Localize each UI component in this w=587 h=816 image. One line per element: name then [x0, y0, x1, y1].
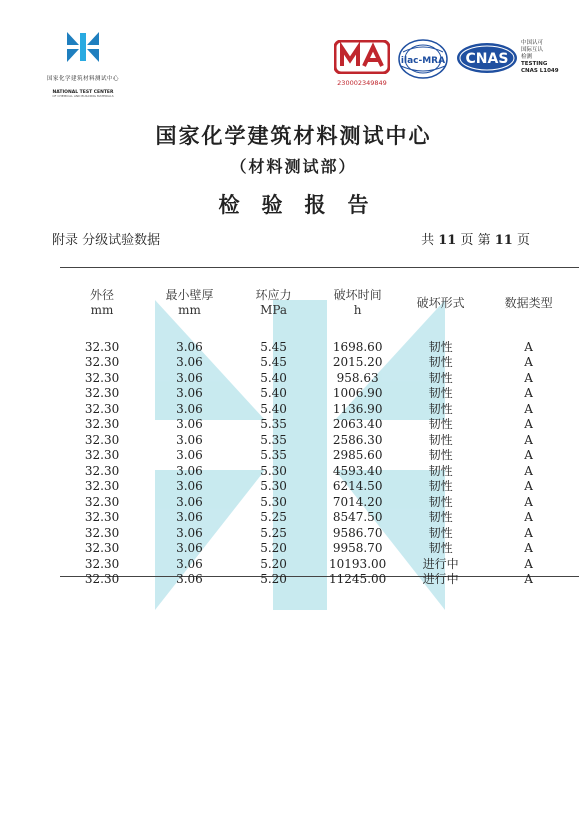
table-cell: 5.30 — [260, 463, 287, 478]
table-cell: 韧性 — [428, 370, 453, 385]
table-row — [60, 526, 579, 542]
table-row — [60, 433, 579, 449]
cma-logo — [334, 40, 390, 87]
table-cell: 1006.90 — [332, 386, 383, 400]
table-cell: A — [524, 525, 533, 540]
table-cell: 5.30 — [260, 494, 287, 509]
table-cell: 6214.50 — [332, 479, 383, 493]
table-row — [60, 464, 579, 480]
table-cell: 32.30 — [84, 494, 120, 509]
table-cell: 32.30 — [84, 556, 120, 571]
table-cell: 3.06 — [176, 448, 203, 462]
page-current: 11 — [494, 233, 513, 248]
page-info-prefix: 共 — [421, 233, 435, 248]
table-cell: 5.40 — [260, 386, 287, 400]
table-cell: 韧性 — [428, 479, 453, 493]
cnas-text-line: 中国认可 — [521, 40, 544, 46]
table-cell: 进行中 — [422, 556, 459, 571]
table-cell: 3.06 — [176, 541, 203, 555]
table-cell: 5.35 — [260, 432, 287, 447]
table-cell: 韧性 — [428, 510, 453, 524]
table-cell: A — [524, 370, 533, 385]
table-cell: 5.35 — [260, 448, 287, 462]
table-cell: 9958.70 — [332, 541, 383, 555]
column-header: 外径 mm — [90, 288, 115, 317]
table-cell: A — [524, 494, 533, 509]
table-cell: A — [524, 479, 533, 493]
table-cell: 958.63 — [336, 370, 379, 385]
table-cell: A — [524, 510, 533, 524]
table-cell: 3.06 — [176, 370, 203, 385]
cma-code: 230002349849 — [337, 79, 387, 87]
table-cell: 3.06 — [176, 463, 203, 478]
table-cell: 32.30 — [84, 463, 120, 478]
table-cell: A — [524, 355, 533, 369]
page-total: 11 — [438, 233, 457, 248]
table-cell: 11245.00 — [329, 572, 387, 586]
column-header: 数据类型 — [504, 295, 553, 310]
table-cell: A — [524, 401, 533, 416]
table-cell: A — [524, 556, 533, 571]
table-cell: 8547.50 — [332, 510, 383, 524]
column-header: 破坏形式 — [416, 295, 465, 310]
table-cell: 2586.30 — [332, 432, 383, 447]
table-cell: 3.06 — [176, 386, 203, 400]
table-cell: 32.30 — [84, 386, 120, 400]
table-row — [60, 355, 579, 371]
table-cell: A — [524, 463, 533, 478]
ntc-logo-en: NATIONAL TEST CENTER — [52, 90, 114, 95]
table-cell: A — [524, 417, 533, 431]
table-cell: 韧性 — [428, 417, 453, 431]
table-cell: 3.06 — [176, 556, 203, 571]
table-row — [60, 557, 579, 573]
table-cell: 32.30 — [84, 339, 120, 354]
column-header: 环应力 MPa — [255, 288, 292, 317]
appendix-label: 附录 分级试验数据 — [52, 233, 161, 248]
table-cell: 韧性 — [428, 401, 453, 416]
cnas-text-line: CNAS L1049 — [521, 68, 559, 74]
table-cell: 韧性 — [428, 386, 453, 400]
test-data-table — [60, 282, 579, 588]
table-cell: 5.25 — [260, 510, 287, 524]
table-cell: 5.45 — [260, 355, 287, 369]
table-cell: 3.06 — [176, 339, 203, 354]
table-row — [60, 402, 579, 418]
table-cell: 5.20 — [260, 572, 287, 586]
table-row — [60, 479, 579, 495]
table-cell: 5.40 — [260, 370, 287, 385]
table-cell: 2063.40 — [332, 417, 383, 431]
page-info-mid: 页 第 — [460, 233, 491, 248]
table-cell: 9586.70 — [332, 525, 383, 540]
cnas-text-line: TESTING — [521, 61, 548, 67]
table-cell: 32.30 — [84, 572, 120, 586]
table-cell: 韧性 — [428, 541, 453, 555]
table-cell: 5.20 — [260, 541, 287, 555]
table-cell: 韧性 — [428, 463, 453, 478]
table-row — [60, 541, 579, 557]
table-cell: 2015.20 — [332, 355, 383, 369]
table-row — [60, 510, 579, 526]
table-cell: 32.30 — [84, 401, 120, 416]
table-cell: 3.06 — [176, 479, 203, 493]
svg-text:CNAS: CNAS — [465, 51, 509, 67]
table-cell: 韧性 — [428, 339, 453, 354]
table-cell: A — [524, 572, 533, 586]
table-cell: 5.40 — [260, 401, 287, 416]
table-cell: 韧性 — [428, 432, 453, 447]
table-cell: 32.30 — [84, 432, 120, 447]
table-cell: 进行中 — [422, 572, 459, 586]
sub-title: （材料测试部） — [230, 157, 357, 176]
table-cell: 5.20 — [260, 556, 287, 571]
cnas-text — [521, 40, 559, 75]
table-row — [60, 572, 579, 588]
table-cell: 32.30 — [84, 448, 120, 462]
report-title: 检验报告 — [218, 192, 391, 217]
column-header: 破坏时间 h — [333, 288, 382, 317]
column-header: 最小壁厚 mm — [165, 288, 214, 317]
table-cell: 5.30 — [260, 479, 287, 493]
ntc-logo — [38, 30, 128, 99]
table-cell: 32.30 — [84, 541, 120, 555]
table-cell: 韧性 — [428, 494, 453, 509]
table-cell: 3.06 — [176, 525, 203, 540]
ilac-mra-icon — [397, 38, 449, 80]
page-info-suffix: 页 — [516, 233, 530, 248]
table-cell: 32.30 — [84, 525, 120, 540]
table-cell: 5.25 — [260, 525, 287, 540]
table-cell: 4593.40 — [332, 463, 383, 478]
table-row — [60, 371, 579, 387]
table-row — [60, 495, 579, 511]
table-cell: 3.06 — [176, 417, 203, 431]
cnas-text-line: 国际互认 — [521, 47, 544, 53]
table-cell: 3.06 — [176, 432, 203, 447]
cnas-text-line: 检测 — [521, 54, 533, 60]
table-cell: 7014.20 — [332, 494, 383, 509]
table-cell: 3.06 — [176, 401, 203, 416]
table-cell: 10193.00 — [329, 556, 387, 571]
table-cell: A — [524, 448, 533, 462]
table-cell: 2985.60 — [332, 448, 383, 462]
table-cell: 5.35 — [260, 417, 287, 431]
table-cell: 32.30 — [84, 355, 120, 369]
main-title: 国家化学建筑材料测试中心 — [155, 123, 432, 148]
table-cell: 5.45 — [260, 339, 287, 354]
table-cell: 1698.60 — [332, 339, 383, 354]
page-info — [421, 229, 530, 248]
table-row — [60, 448, 579, 464]
table-cell: 3.06 — [176, 572, 203, 586]
table-cell: A — [524, 339, 533, 354]
table-cell: 韧性 — [428, 525, 453, 540]
cma-mark-icon — [334, 40, 390, 74]
table-cell: 32.30 — [84, 479, 120, 493]
table-cell: A — [524, 386, 533, 400]
table-cell: 32.30 — [84, 510, 120, 524]
table-cell: 韧性 — [428, 355, 453, 369]
table-row — [60, 340, 579, 356]
table-cell: 韧性 — [428, 448, 453, 462]
ntc-logo-cn: 国家化学建筑材料测试中心 — [46, 76, 119, 82]
table-cell: A — [524, 432, 533, 447]
table-cell: 1136.90 — [332, 401, 383, 416]
table-row — [60, 417, 579, 433]
table-top-rule — [60, 267, 579, 268]
svg-text:ilac-MRA: ilac-MRA — [400, 56, 446, 66]
table-cell: 3.06 — [176, 510, 203, 524]
table-header-row — [60, 282, 579, 324]
table-cell: 32.30 — [84, 417, 120, 431]
ntc-logo-icon — [63, 30, 103, 64]
table-cell: 3.06 — [176, 355, 203, 369]
table-cell: 32.30 — [84, 370, 120, 385]
table-row — [60, 386, 579, 402]
table-cell: 3.06 — [176, 494, 203, 509]
ntc-logo-sub: OF CHEMICAL AND BUILDING MATERIALS — [52, 94, 114, 98]
cnas-logo-icon — [456, 42, 518, 74]
table-cell: A — [524, 541, 533, 555]
